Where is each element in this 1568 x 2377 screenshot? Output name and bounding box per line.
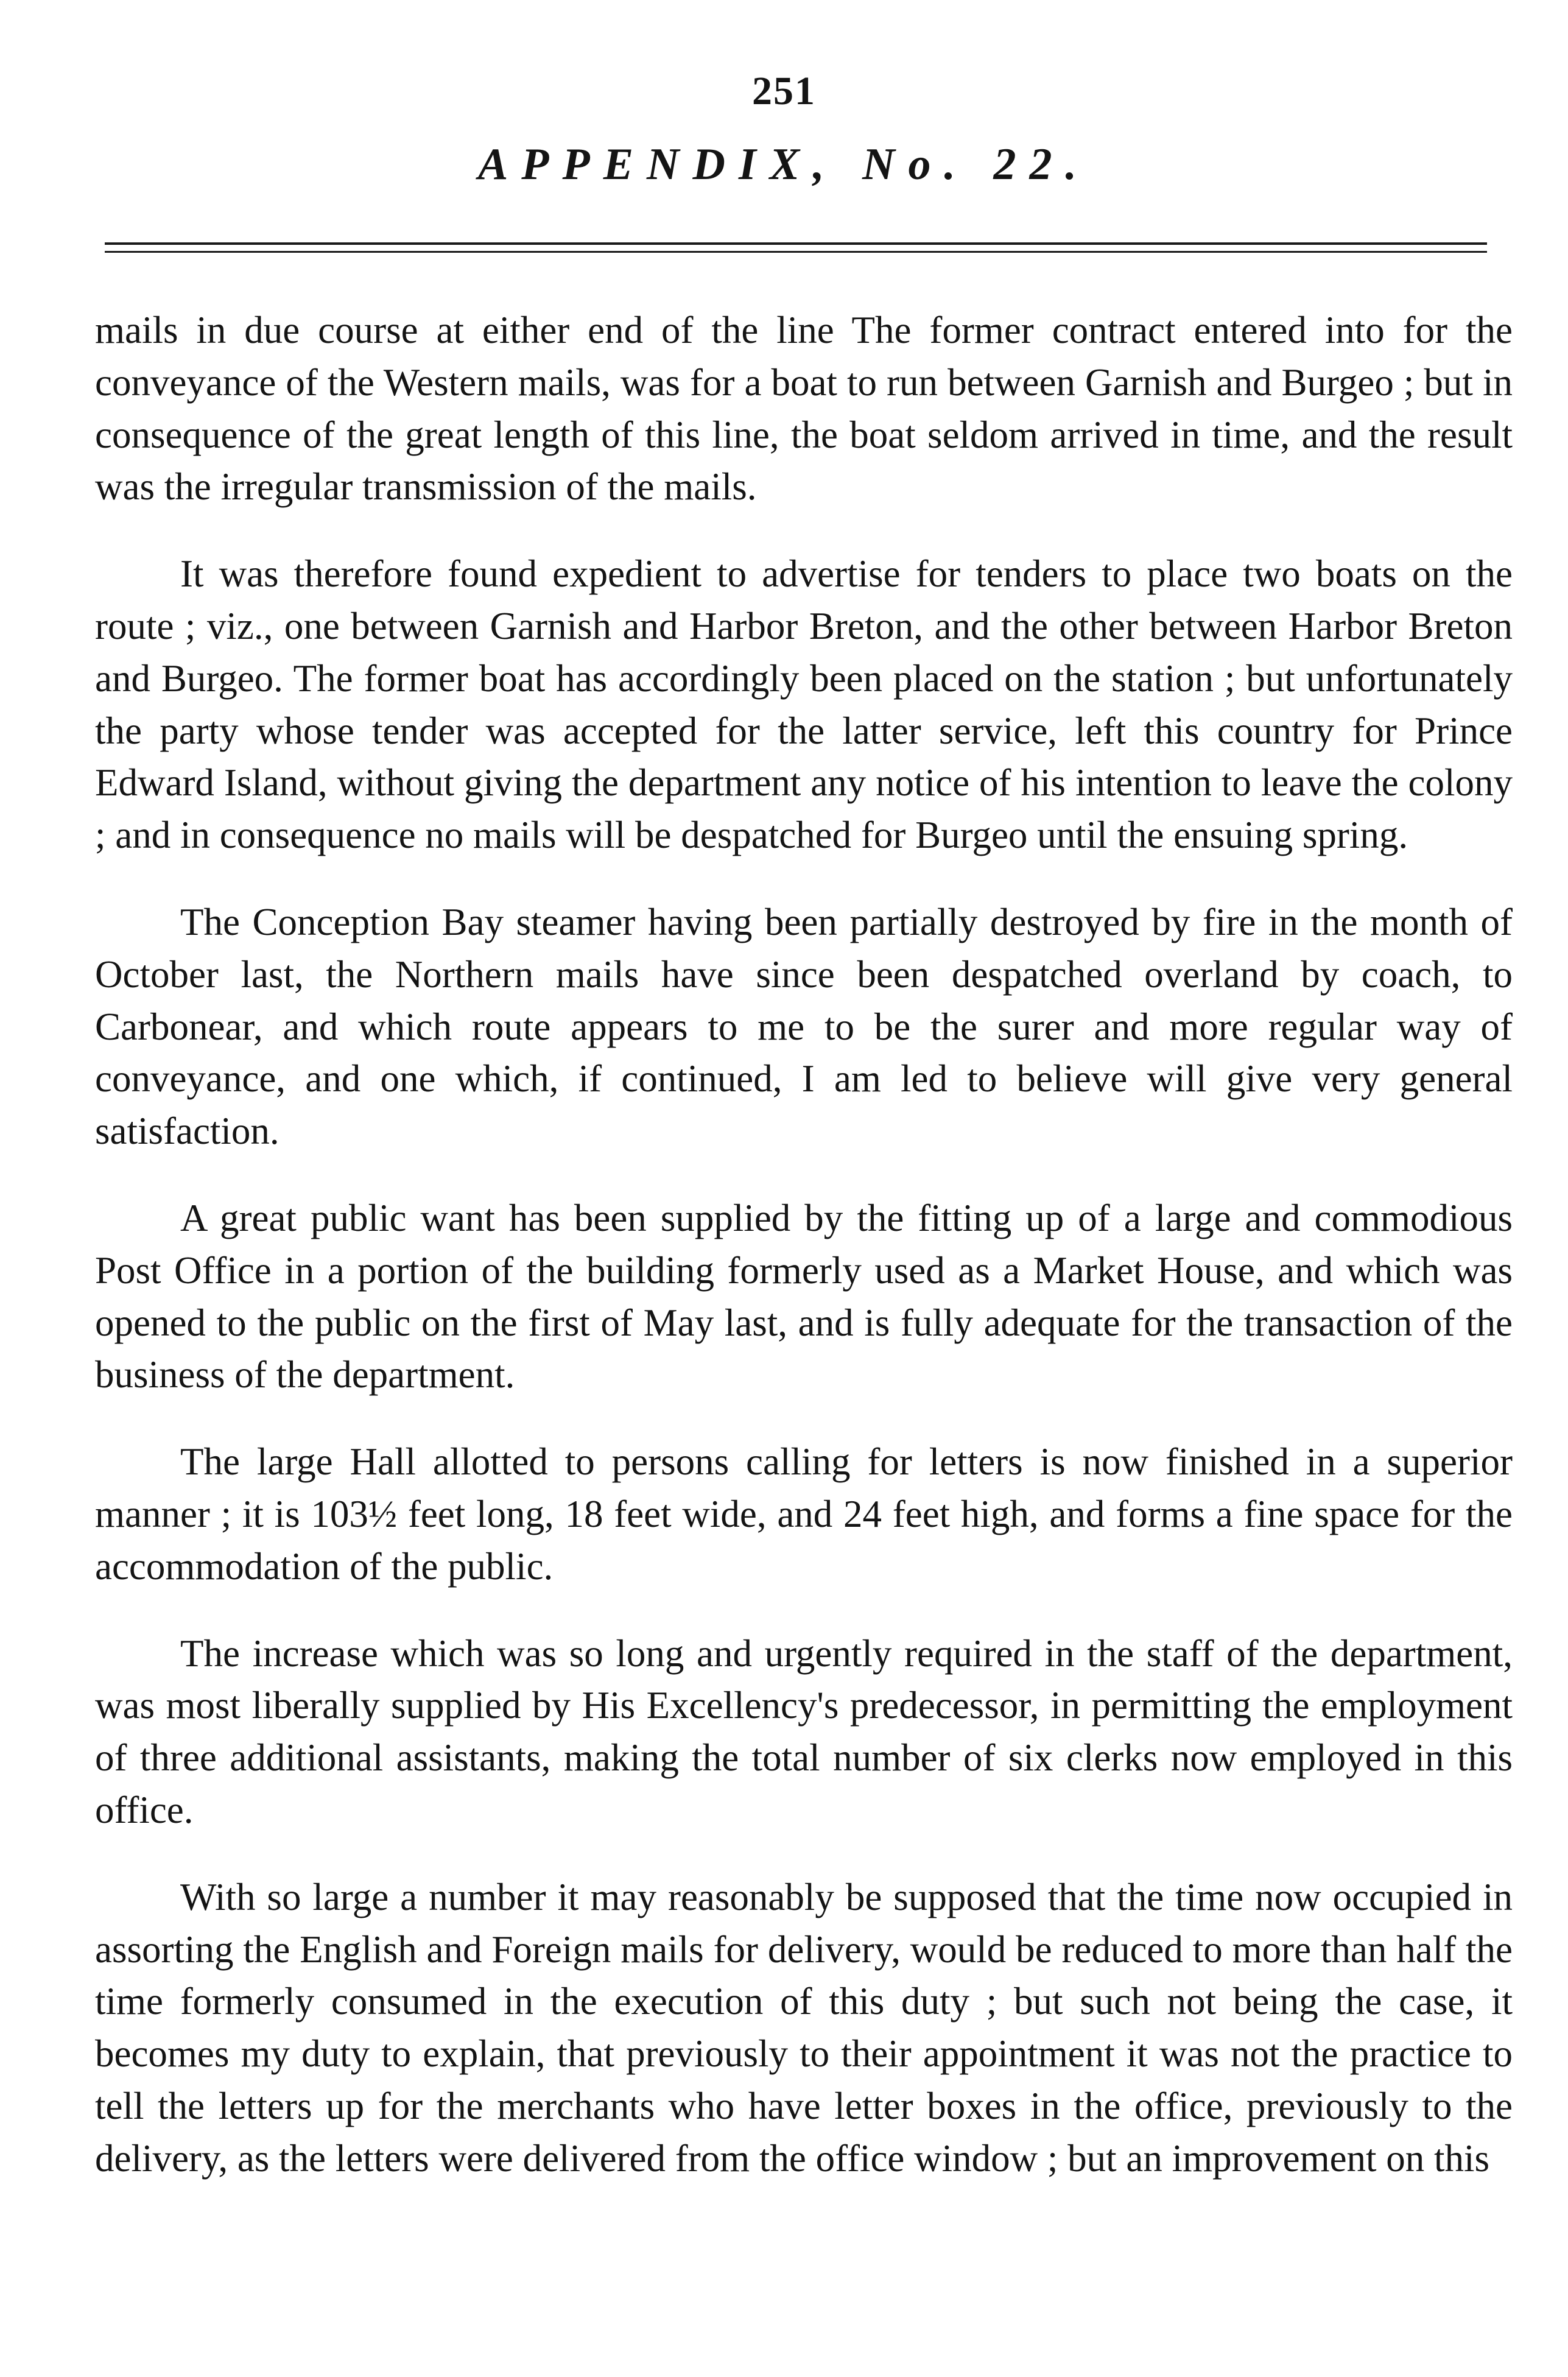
paragraph: It was therefore found expedient to advertise for tenders to place two boats on the route ; viz., one between Garnish and Harbor Breton, and the other between Harbor Breton and Burgeo. The former boat has accordingly been placed on the station ; but unfortunately the party whose tender was accepted for the latter service, left this country for Prince Edward Island, without giving the department any notice of his intention to leave the colony ; and in consequence no mails will be despatched for Burgeo until the ensuing spring. (95, 552, 1513, 857)
paragraph-continued: mails in due course at either end of the line The former contract entered into for the conveyance of the Western mails, was for a boat to run between Garnish and Burgeo ; but in consequence of the great length of this line, the boat seldom arrived in time, and the result was the irregular transmission of the mails. (95, 309, 1513, 509)
paragraph: The increase which was so long and urgently required in the staff of the department, was most liberally supplied by His Excellency's predecessor, in permitting the employment of three additional assistants, making the total number of six clerks now employed in this office. (95, 1632, 1513, 1831)
body-text (95, 305, 1513, 2220)
running-head: APPENDIX, No. 22. (477, 139, 1091, 189)
paragraph: The Conception Bay steamer having been partially destroyed by fire in the month of October last, the Northern mails have since been despatched overland by coach, to Carbonear, and which route appears to me to be the surer and more regular way of conveyance, and one which, if continued, I am led to believe will give very general satisfaction. (95, 900, 1513, 1153)
header-rule-secondary (105, 251, 1487, 253)
page-number: 251 (752, 69, 816, 113)
paragraph: The large Hall allotted to persons calling for letters is now finished in a superior manner ; it is 103½ feet long, 18 feet wide, and 24 feet high, and forms a fine space for the accommodation of the public. (95, 1440, 1513, 1588)
paragraph: With so large a number it may reasonably be supposed that the time now occupied in assorting the English and Foreign mails for delivery, would be reduced to more than half the time formerly consumed in the execution of this duty ; but such not being the case, it becomes my duty to explain, that previously to their appointment it was not the practice to tell the letters up for the merchants who have letter boxes in the office, previously to the delivery, as the letters were delivered from the office window ; but an improvement on this (95, 1875, 1513, 2180)
paragraph: A great public want has been supplied by the fitting up of a large and commodious Post Office in a portion of the building formerly used as a Market House, and which was opened to the public on the first of May last, and is fully adequate for the transaction of the business of the department. (95, 1196, 1513, 1396)
header-rule (105, 242, 1487, 245)
